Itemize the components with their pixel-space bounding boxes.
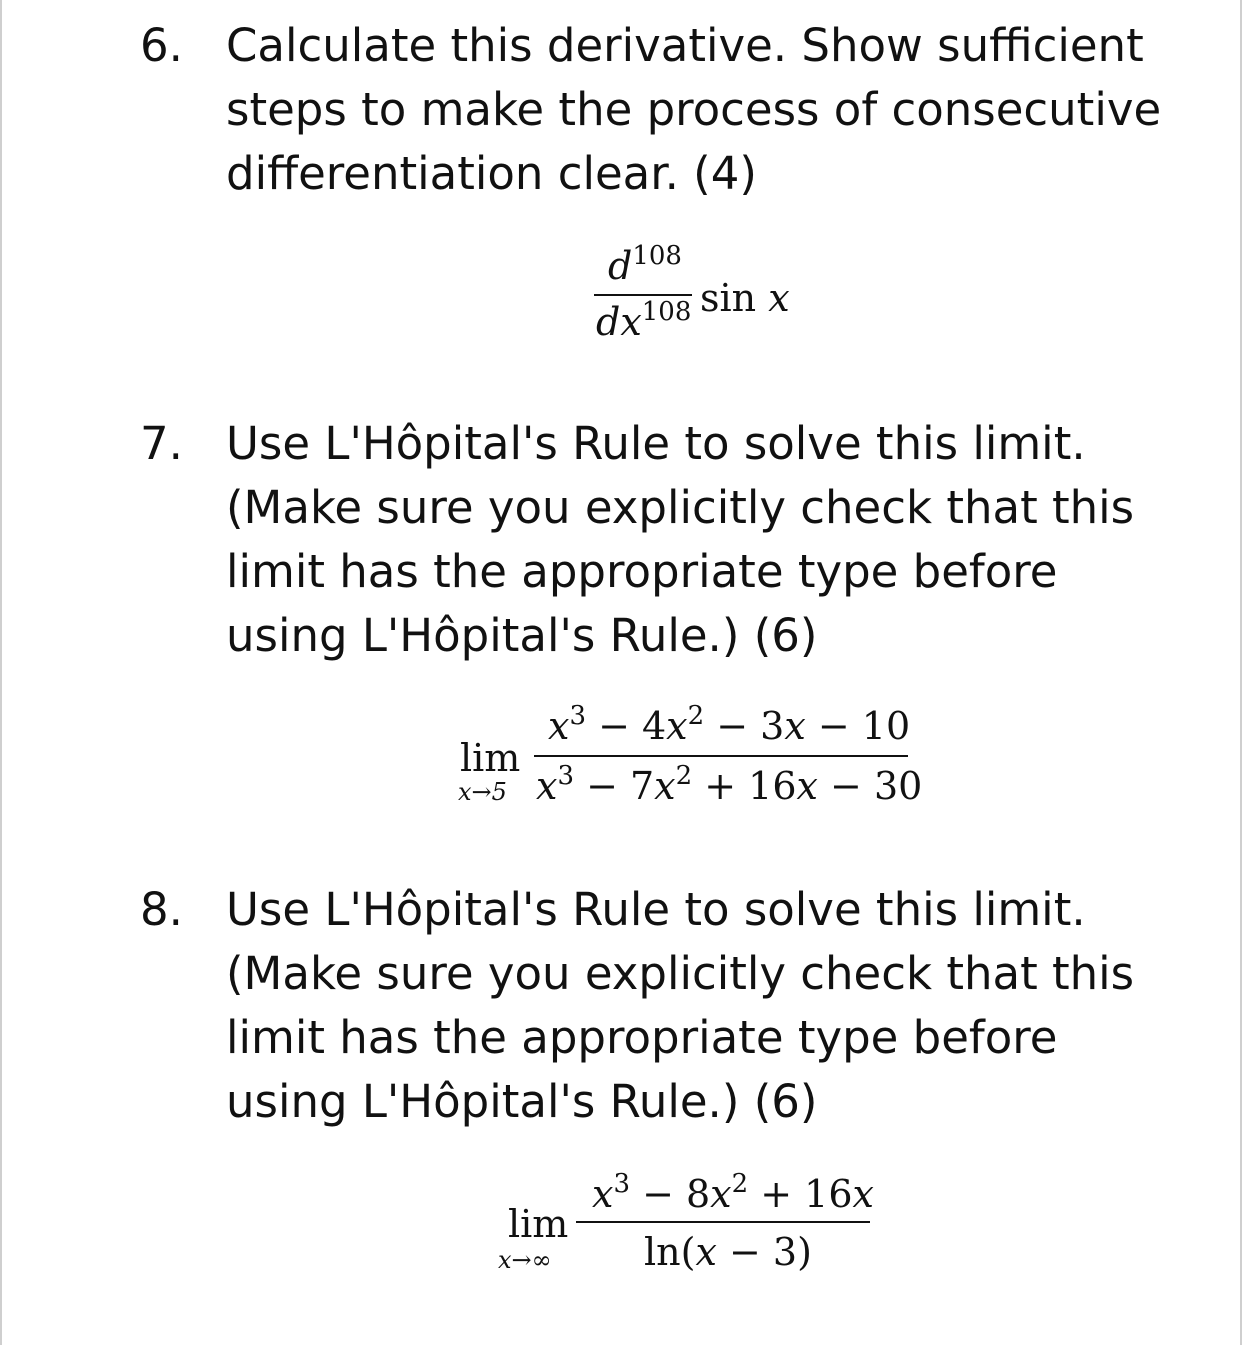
limit-numerator: $x^3 - 8x^2 + 16x$: [592, 1169, 874, 1216]
question-text: Calculate this derivative. Show sufficient steps to make the process of consecutive differentiation clear. (4): [226, 19, 1162, 200]
lim-operator: lim: [508, 1202, 569, 1246]
question-number: 6.: [140, 19, 183, 72]
question-text: Use L'Hôpital's Rule to solve this limit. (Make sure you explicitly check that this limit has the appropriate type before using L'Hôpital's Rule.) (6): [226, 883, 1135, 1128]
fraction-bar: [534, 755, 908, 757]
question-number: 8.: [140, 883, 183, 936]
fraction-bar: [576, 1221, 870, 1223]
question-text: Use L'Hôpital's Rule to solve this limit. (Make sure you explicitly check that this limit has the appropriate type before using L'Hôpital's Rule.) (6): [226, 417, 1135, 662]
limit-denominator: $x^3 - 7x^2 + 16x - 30$: [536, 761, 923, 808]
derivative-numerator: $d^{108}$: [608, 241, 682, 288]
derivative-denominator: $dx^{108}$: [596, 297, 692, 344]
limit-numerator: $x^3 - 4x^2 - 3x - 10$: [548, 701, 911, 748]
lim-subscript: x→5: [458, 778, 507, 806]
derivative-expression: [594, 238, 794, 348]
limit-expression-8: [496, 1168, 876, 1288]
fraction-bar: [594, 294, 692, 296]
limit-expression-7: [458, 700, 923, 820]
derivative-function: sin x: [700, 276, 790, 320]
limit-denominator: ln(x − 3): [644, 1230, 812, 1274]
lim-subscript: x→∞: [498, 1246, 552, 1274]
lim-operator: lim: [460, 736, 521, 780]
question-number: 7.: [140, 417, 183, 470]
left-border: [0, 0, 2, 1345]
